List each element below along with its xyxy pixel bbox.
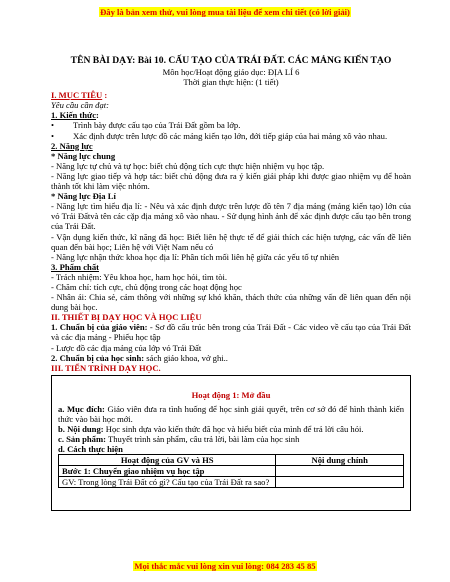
activity-method-heading: d. Cách thực hiện <box>58 444 123 455</box>
knowledge-item: • Xác định được trên lược đồ các mảng kiến tạo lớn, đới tiếp giáp của hai mảng xô vào nhau. <box>51 131 411 141</box>
skills-heading: 2. Năng lực <box>51 140 93 151</box>
knowledge-item: • Trình bày được cấu tạo của Trái Đất gồm ba lớp. <box>51 120 411 130</box>
activity-product-text: Thuyết trình sản phẩm, câu trả lời, bài làm của học sinh <box>106 434 300 445</box>
general-skill-item: - Năng lực tự chủ và tự học: biết chủ động tích cực thực hiện nhiệm vụ học tập. <box>51 160 325 171</box>
geo-skill-item: - Năng lực nhận thức khoa học địa lí: Phân tích mối liên hệ giữa các yếu tố tự nhiên <box>51 251 340 262</box>
process-heading: III. TIẾN TRÌNH DẠY HỌC. <box>51 362 161 373</box>
activity-aim-label: a. Mục đích: <box>58 403 105 414</box>
table-header-cell: Nội dung chính <box>276 455 404 466</box>
table-row <box>59 477 404 488</box>
table-row <box>59 466 404 477</box>
student-prep-label: 2. Chuẩn bị của học sinh: <box>51 352 145 363</box>
objectives-heading-suffix: : <box>102 90 108 101</box>
activity-table <box>58 454 404 488</box>
teacher-prep-label: 1. Chuẩn bị của giáo viên: <box>51 322 148 333</box>
objectives-heading-text: I. MỤC TIÊU <box>51 90 103 101</box>
preview-banner <box>0 7 450 17</box>
knowledge-heading-text: 1. Kiến thức <box>51 110 97 121</box>
objectives-heading <box>51 90 411 100</box>
activity-aim-text: Giáo viên đưa ra tình huống để học sinh giải quyết, trên cơ sở đó để hình thành kiến thức vào bài học mới. <box>58 403 404 424</box>
activity-content-text: Học sinh dựa vào kiến thức đã học và hiểu biết của mình để trả lời câu hỏi. <box>103 424 364 435</box>
activity-title: Hoạt động 1: Mở đầu <box>191 389 271 400</box>
geo-skill-item: - Năng lực tìm hiểu địa lí: - Nêu và xác định được trên lược đồ tên 7 địa mảng (mảng kiến tạo) lớn của vỏ Trái Đấtvà tên các cặp địa mảng xô vào nhau. - Sử dụng hình ảnh để xác định được cấu tạo bên trong của Trái Đất. <box>51 201 411 232</box>
teacher-prep <box>51 322 411 342</box>
student-prep <box>51 353 411 363</box>
lesson-content <box>51 47 411 511</box>
table-cell <box>276 466 404 477</box>
activity-product <box>58 434 404 444</box>
quality-item: - Nhân ái: Chia sẻ, cảm thông với những sự khó khăn, thách thức của những vấn đề liên quan đến nội dung bài học. <box>51 292 411 313</box>
activity-product-label: c. Sản phẩm: <box>58 434 106 445</box>
teacher-prep-extra: - Lược đồ các địa mảng của lớp vỏ Trái Đất <box>51 342 202 353</box>
preview-banner-text: Đây là bản xem thử, vui lòng mua tài liệu để xem chi tiết (có lời giải) <box>100 7 350 17</box>
requirements-intro: Yêu cầu cần đạt: <box>51 100 109 111</box>
quality-item: - Trách nhiệm: Yêu khoa học, ham học hỏi, tìm tòi. <box>51 271 228 282</box>
activity-box <box>51 375 411 511</box>
lesson-title: TÊN BÀI DẠY: Bài 10. CẤU TẠO CỦA TRÁI ĐẤT. CÁC MẢNG KIẾN TẠO <box>70 55 392 66</box>
knowledge-heading <box>51 110 411 120</box>
knowledge-heading-suffix: : <box>96 110 99 121</box>
geo-skills-heading: * Năng lực Địa Lí <box>51 191 116 202</box>
duration-line: Thời gian thực hiện: (1 tiết) <box>183 77 279 88</box>
table-header-cell: Hoạt động của GV và HS <box>59 455 276 466</box>
general-skills-heading: * Năng lực chung <box>51 150 116 161</box>
subject-line: Môn học/Hoạt động giáo dục: ĐỊA LÍ 6 <box>162 67 300 77</box>
contact-banner <box>0 561 450 571</box>
contact-banner-text: Mọi thắc mắc vui lòng xin vui lòng: 084 283 45 85 <box>134 561 316 571</box>
table-cell <box>276 477 404 488</box>
equipment-heading: II. THIẾT BỊ DẠY HỌC VÀ HỌC LIỆU <box>51 312 202 323</box>
activity-content <box>58 424 404 434</box>
quality-heading: 3. Phẩm chất <box>51 261 99 272</box>
activity-content-label: b. Nội dung: <box>58 424 104 435</box>
activity-aim <box>58 404 404 424</box>
general-skill-item: - Năng lực giao tiếp và hợp tác: biết chủ động đưa ra ý kiến giải pháp khi được giao nhiệm vụ để hoàn thành tốt khi làm việc nhóm. <box>51 170 411 192</box>
table-cell: Bước 1: Chuyển giao nhiệm vụ học tập <box>59 466 276 477</box>
teacher-prep-text: - Sơ đồ cấu trúc bên trong của Trái Đất - Các video về cấu tạo của Trái Đất và các địa mảng - Phiếu học tập <box>51 322 411 343</box>
student-prep-text: sách giáo khoa, vở ghi.. <box>144 352 228 363</box>
quality-item: - Chăm chỉ: tích cực, chủ động trong các hoạt động học <box>51 281 242 292</box>
geo-skill-item: - Vận dụng kiến thức, kĩ năng đã học: Biết liên hệ thực tế để giải thích các hiện tượng, các vấn đề liên quan đến bài học; Liên hệ với Việt Nam nếu có <box>51 231 411 252</box>
table-cell: GV: Trong lòng Trái Đất có gì? Cấu tạo của Trái Đất ra sao? <box>59 477 276 488</box>
table-header-row <box>59 455 404 466</box>
